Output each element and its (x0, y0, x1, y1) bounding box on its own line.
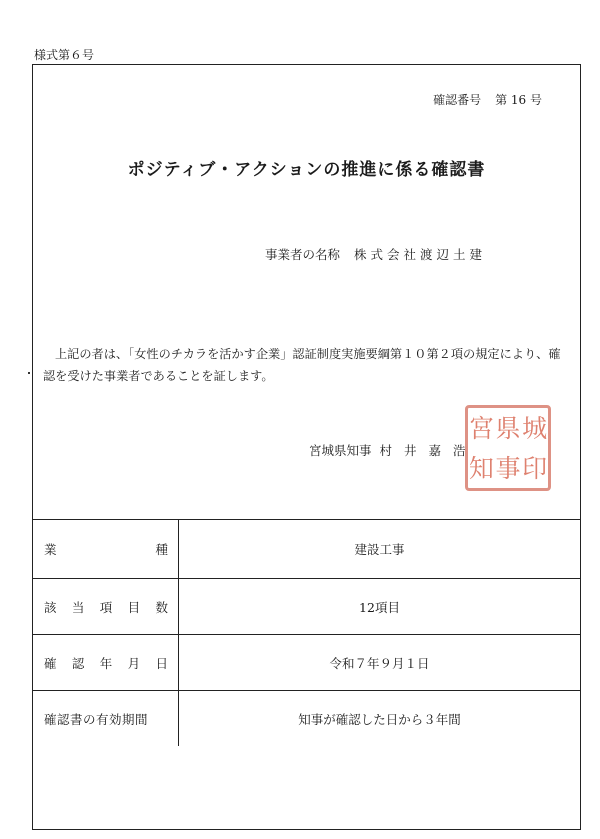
table-row (33, 691, 580, 747)
business-name (265, 245, 486, 263)
row-value: 知事が確認した日から３年間 (179, 691, 581, 747)
business-label: 事業者の名称 (265, 247, 341, 262)
certification-text: 上記の者は、「女性のチカラを活かす企業」認証制度実施要綱第１０第２項の規定により、確認を受けた事業者であることを証します。 (43, 347, 561, 383)
row-value: 令和７年９月１日 (179, 635, 581, 691)
issuer (309, 441, 478, 459)
issuer-name: 村井嘉浩 (379, 443, 478, 458)
official-seal: 宮 県 城 知 事 印 (465, 405, 551, 491)
row-label (33, 520, 179, 579)
row-value: 12項目 (179, 579, 581, 635)
stray-mark (28, 372, 30, 374)
table-row (33, 520, 580, 579)
row-value: 建設工事 (179, 520, 581, 579)
confirmation-number (433, 91, 542, 108)
row-label: 該 当 項 目 数 (33, 579, 179, 635)
label-char: 種 (155, 542, 168, 557)
table-row (33, 635, 580, 691)
label-char: 業 (44, 542, 57, 557)
certificate-frame (32, 64, 581, 830)
confirmation-number-value: 第 16 号 (495, 93, 542, 107)
table-row (33, 579, 580, 635)
confirmation-number-label: 確認番号 (433, 93, 482, 107)
row-label: 確 認 年 月 日 (33, 635, 179, 691)
issuer-title: 宮城県知事 (309, 443, 372, 458)
row-label: 確認書の有効期間 (33, 691, 179, 747)
business-value: 株式会社渡辺土建 (354, 247, 487, 262)
document-title: ポジティブ・アクションの推進に係る確認書 (127, 160, 486, 180)
form-number: 様式第６号 (34, 48, 95, 62)
details-table (33, 519, 580, 746)
